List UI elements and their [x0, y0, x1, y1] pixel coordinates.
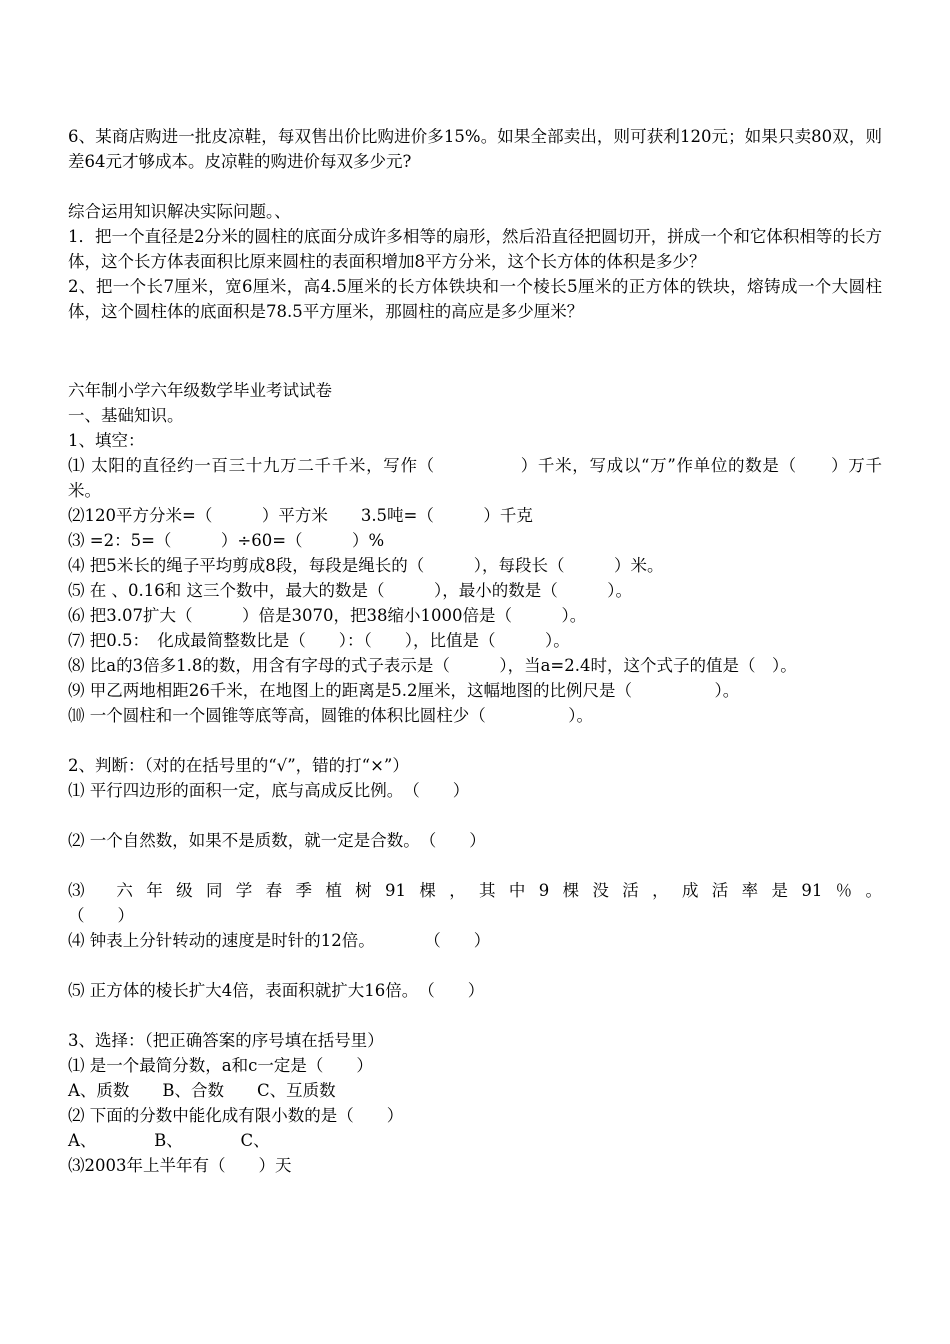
document-page: [68, 124, 882, 1178]
spacer: [68, 324, 882, 370]
judge-item-2: ⑵ 一个自然数，如果不是质数，就一定是合数。 （ ）: [68, 831, 486, 850]
judge-item-1: ⑴ 平行四边形的面积一定，底与高成反比例。 （ ）: [68, 781, 470, 800]
choice-item-3: ⑶2003年上半年有（ ）天: [68, 1156, 292, 1175]
spacer: [68, 1003, 882, 1028]
spacer: [68, 728, 882, 753]
judge-heading: 2、判断：（对的在括号里的“√”，错的打“×”）: [68, 756, 409, 775]
problem-6: 6、某商店购进一批皮凉鞋，每双售出价比购进价多15%。如果全部卖出，则可获利120元；如果只卖80双，则差64元才够成本。皮凉鞋的购进价每双多少元?: [68, 127, 882, 171]
judge-item-3-blank: （ ）: [68, 906, 134, 925]
judge-item-5: ⑸ 正方体的棱长扩大4倍，表面积就扩大16倍。 （ ）: [68, 981, 485, 1000]
spacer: [68, 174, 882, 199]
fill-item-9: ⑼ 甲乙两地相距26千米，在地图上的距离是5.2厘米，这幅地图的比例尺是（ ）。: [68, 681, 740, 700]
comprehensive-heading: 综合运用知识解决实际问题。、: [68, 202, 291, 221]
fill-item-5: ⑸ 在 、0.16和 这三个数中，最大的数是（ ），最小的数是（ ）。: [68, 581, 632, 600]
comprehensive-problem-2: 2、把一个长7厘米，宽6厘米，高4.5厘米的长方体铁块和一个棱长5厘米的正方体的铁块，熔铸成一个大圆柱体，这个圆柱体的底面积是78.5平方厘米，那圆柱的高应是多少厘米？: [68, 277, 882, 321]
choice-item-1: ⑴ 是一个最简分数，a和c一定是（ ）: [68, 1056, 373, 1075]
spacer: [68, 953, 882, 978]
fill-item-8: ⑻ 比a的3倍多1.8的数，用含有字母的式子表示是（ ），当a=2.4时，这个式子的值是（ ）。: [68, 656, 797, 675]
spacer: [68, 803, 882, 828]
section-basic-knowledge: 一、基础知识。: [68, 406, 184, 425]
judge-item-3: ⑶ 六年级同学春季植树91棵，其中9棵没活，成活率是91％。: [68, 881, 882, 900]
fill-in-heading: 1、填空：: [68, 431, 145, 450]
spacer: [68, 853, 882, 878]
fill-item-6: ⑹ 把3.07扩大（ ）倍是3070，把38缩小1000倍是（ ）。: [68, 606, 587, 625]
choice-item-1-options: A、质数 B、合数 C、互质数: [68, 1081, 336, 1100]
judge-item-4: ⑷ 钟表上分针转动的速度是时针的12倍。 （ ）: [68, 931, 491, 950]
fill-item-1: ⑴ 太阳的直径约一百三十九万二千千米，写作（ ）千米，写成以“万”作单位的数是（ ）万千米。: [68, 456, 882, 500]
fill-item-2: ⑵120平方分米=（ ）平方米 3.5吨=（ ）千克: [68, 506, 533, 525]
fill-item-4: ⑷ 把5米长的绳子平均剪成8段，每段是绳长的（ ），每段长（ ）米。: [68, 556, 664, 575]
fill-item-3: ⑶ =2：5=（ ）÷60=（ ）%: [68, 531, 385, 550]
choice-item-2: ⑵ 下面的分数中能化成有限小数的是（ ）: [68, 1106, 404, 1125]
exam-title: 六年制小学六年级数学毕业考试试卷: [68, 381, 332, 400]
choice-item-2-options: A、 B、 C、: [68, 1131, 270, 1150]
fill-item-10: ⑽ 一个圆柱和一个圆锥等底等高，圆锥的体积比圆柱少（ ）。: [68, 706, 593, 725]
spacer: [68, 370, 882, 378]
choice-heading: 3、选择：（把正确答案的序号填在括号里）: [68, 1031, 384, 1050]
comprehensive-problem-1: 1．把一个直径是2分米的圆柱的底面分成许多相等的扇形，然后沿直径把圆切开，拼成一个和它体积相等的长方体，这个长方体表面积比原来圆柱的表面积增加8平方分米，这个长方体的体积是多少？: [68, 227, 882, 271]
fill-item-7: ⑺ 把0.5： 化成最简整数比是（ ）：（ ），比值是（ ）。: [68, 631, 570, 650]
